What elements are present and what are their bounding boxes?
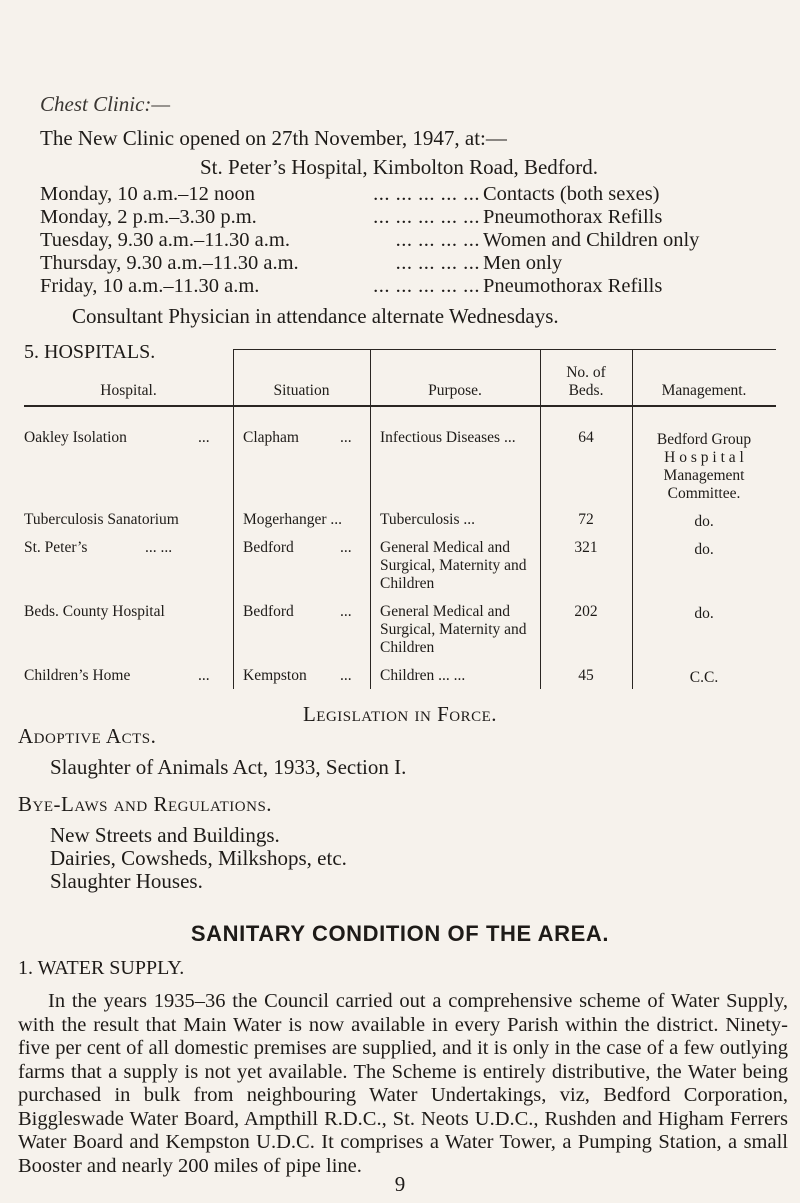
column-divider xyxy=(370,349,371,689)
clinic-session-row xyxy=(40,206,800,230)
session-description: Pneumothorax Refills xyxy=(483,206,663,228)
byelaw-item: New Streets and Buildings. xyxy=(50,823,280,847)
hospital-management: do. xyxy=(694,605,714,622)
column-header-beds-line1: No. of xyxy=(566,364,606,381)
hospital-purpose: General Medical and xyxy=(380,603,510,620)
session-time: Monday, 2 p.m.–3.30 p.m. xyxy=(40,206,257,228)
hospital-situation: Bedford xyxy=(243,539,294,556)
hospital-beds: 321 xyxy=(574,539,598,556)
column-header-management: Management. xyxy=(661,382,747,399)
hospital-beds: 45 xyxy=(578,667,594,684)
column-header-hospital: Hospital. xyxy=(100,382,157,399)
hospital-situation: Mogerhanger ... xyxy=(243,511,342,528)
hospital-management: H o s p i t a l xyxy=(664,449,744,466)
hospital-situation: Clapham xyxy=(243,429,299,446)
legislation-heading: Legislation in Force. xyxy=(302,702,498,726)
hospital-management: Bedford Group xyxy=(656,431,752,448)
session-time: Monday, 10 a.m.–12 noon xyxy=(40,183,256,205)
hospital-situation: Kempston xyxy=(243,667,307,684)
chest-clinic-heading: Chest Clinic:— xyxy=(40,92,171,116)
byelaw-item: Slaughter Houses. xyxy=(50,869,203,893)
session-time: Tuesday, 9.30 a.m.–11.30 a.m. xyxy=(40,229,290,251)
hospital-situation: Bedford xyxy=(243,603,294,620)
column-header-situation: Situation xyxy=(273,382,330,399)
water-supply-text: In the years 1935–36 the Council carried out a comprehensive scheme of Water Supply, with the result that Main Water is now available in every Parish within the district. Ninety-five per cent of all domestic premises are supplied, and it is only in the case of a few outlying farms that a supply is not yet available. The Scheme is entirely distributive, the Water being purchased in bulk from neighbouring Water Undertakings, viz, Bedford Corporation, Biggleswade Water Board, Ampthill R.D.C., St. Neots U.D.C., Rushden and Higham Ferrers Water Board and Kempston U.D.C. It comprises a Water Tower, a Pumping Station, a small Booster and nearly 200 miles of pipe line. xyxy=(18,990,788,1177)
table-top-rule xyxy=(233,349,776,350)
leader-dots: ... ... ... ... ... xyxy=(373,206,480,228)
leader-dots: ... ... ... ... ... xyxy=(373,183,480,205)
water-supply-paragraph xyxy=(18,990,788,1178)
column-header-beds-line2: Beds. xyxy=(568,382,604,399)
leader-dots: ... ... ... ... xyxy=(395,229,480,251)
hospital-name: Children’s Home xyxy=(24,667,131,684)
hospital-purpose: Surgical, Maternity and xyxy=(380,621,527,638)
leader-dots: ... xyxy=(340,539,352,556)
leader-dots: ... ... ... ... ... xyxy=(373,275,480,297)
session-time: Friday, 10 a.m.–11.30 a.m. xyxy=(40,275,260,297)
session-description: Men only xyxy=(483,252,563,274)
table-header-rule xyxy=(24,405,776,407)
adoptive-acts-heading: Adoptive Acts. xyxy=(18,724,157,748)
session-time: Thursday, 9.30 a.m.–11.30 a.m. xyxy=(40,252,299,274)
column-divider xyxy=(233,349,234,689)
leader-dots: ... xyxy=(340,667,352,684)
leader-dots: ... xyxy=(198,429,210,446)
session-description: Women and Children only xyxy=(483,229,700,251)
page-number: 9 xyxy=(394,1172,406,1196)
hospital-purpose: General Medical and xyxy=(380,539,510,556)
clinic-session-row xyxy=(40,183,800,207)
hospital-name: Beds. County Hospital xyxy=(24,603,165,620)
hospital-beds: 202 xyxy=(574,603,598,620)
hospital-purpose: Infectious Diseases ... xyxy=(380,429,516,446)
hospital-purpose: Children ... ... xyxy=(380,667,466,684)
session-description: Contacts (both sexes) xyxy=(483,183,660,205)
leader-dots: ... ... xyxy=(145,539,173,556)
clinic-session-row xyxy=(40,275,800,299)
leader-dots: ... ... ... ... xyxy=(395,252,480,274)
hospital-purpose: Children xyxy=(380,575,435,592)
byelaw-item: Dairies, Cowsheds, Milkshops, etc. xyxy=(50,846,347,870)
session-description: Pneumothorax Refills xyxy=(483,275,663,297)
clinic-opened-text: The New Clinic opened on 27th November, 1947, at:— xyxy=(40,126,507,150)
hospital-name: Tuberculosis Sanatorium xyxy=(24,511,179,528)
hospital-management: C.C. xyxy=(689,669,719,686)
hospital-beds: 64 xyxy=(578,429,594,446)
hospital-management: Committee. xyxy=(667,485,741,502)
clinic-session-row xyxy=(40,252,800,276)
sanitary-heading: SANITARY CONDITION OF THE AREA. xyxy=(190,921,610,946)
hospital-purpose: Tuberculosis ... xyxy=(380,511,476,528)
consultant-note: Consultant Physician in attendance alternate Wednesdays. xyxy=(72,304,559,328)
hospitals-heading: 5. HOSPITALS. xyxy=(24,341,156,363)
hospital-beds: 72 xyxy=(578,511,594,528)
leader-dots: ... xyxy=(198,667,210,684)
adoptive-act-item: Slaughter of Animals Act, 1933, Section I. xyxy=(50,755,407,779)
clinic-session-row xyxy=(40,229,800,253)
hospital-purpose: Surgical, Maternity and xyxy=(380,557,527,574)
clinic-address: St. Peter’s Hospital, Kimbolton Road, Bedford. xyxy=(200,155,599,179)
hospital-management: do. xyxy=(694,513,714,530)
hospital-name: St. Peter’s xyxy=(24,539,88,556)
hospital-name: Oakley Isolation xyxy=(24,429,127,446)
leader-dots: ... xyxy=(340,429,352,446)
hospital-management: do. xyxy=(694,541,714,558)
byelaws-heading: Bye-Laws and Regulations. xyxy=(18,792,273,816)
hospital-management: Management xyxy=(663,467,745,484)
hospital-purpose: Children xyxy=(380,639,435,656)
column-header-purpose: Purpose. xyxy=(428,382,482,399)
water-supply-heading: 1. WATER SUPPLY. xyxy=(18,957,185,979)
leader-dots: ... xyxy=(340,603,352,620)
